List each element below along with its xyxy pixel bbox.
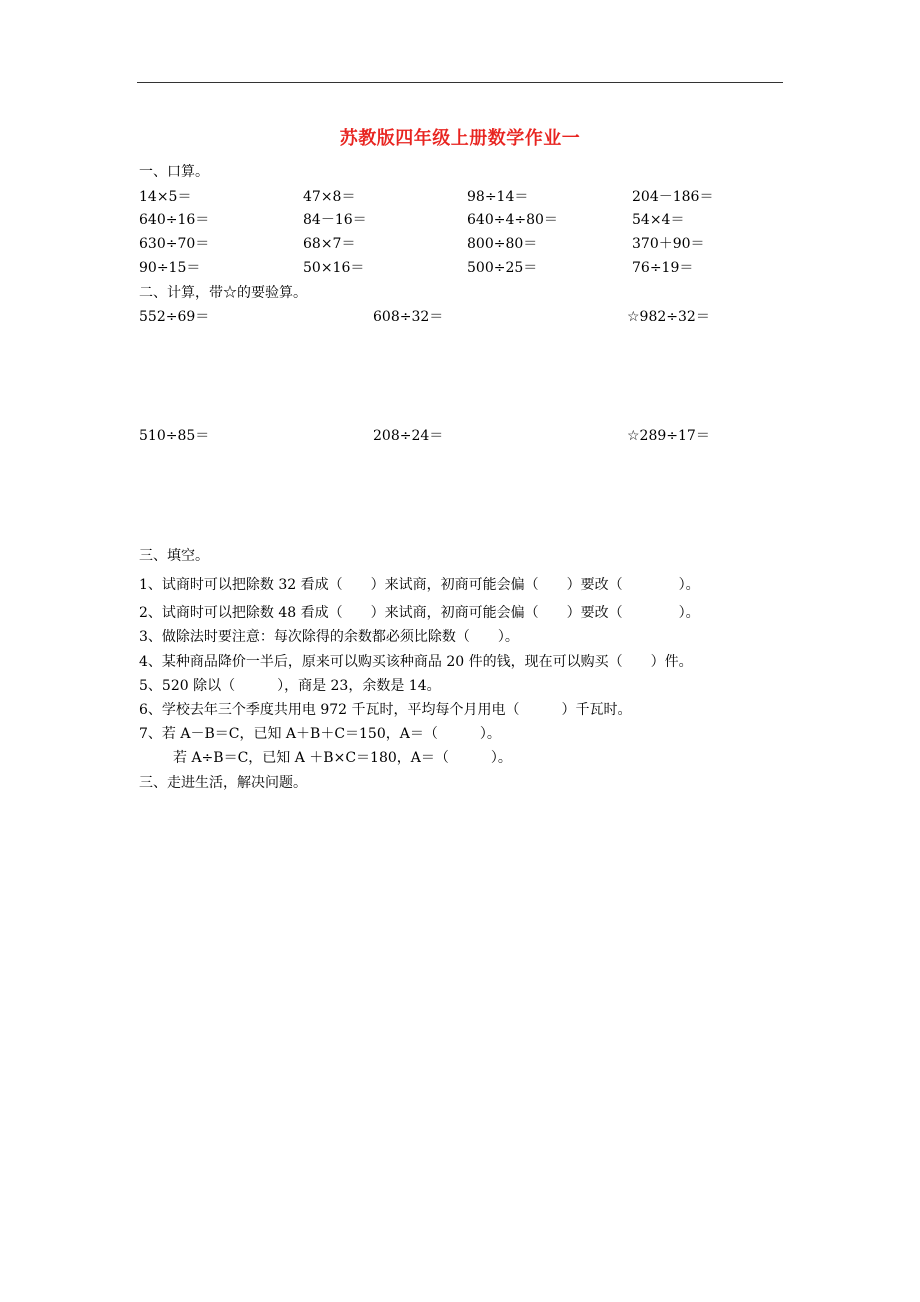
- oral-problem: 47×8＝: [303, 189, 356, 205]
- oral-problem: 68×7＝: [303, 236, 356, 252]
- section-1-heading: 一、口算。: [139, 164, 209, 180]
- oral-problem: 84－16＝: [303, 212, 367, 228]
- fill-blank-item: 5、520 除以（ ），商是 23，余数是 14。: [139, 678, 441, 694]
- oral-problem: 800÷80＝: [467, 236, 538, 252]
- fill-blank-item: 2、试商时可以把除数 48 看成（ ）来试商，初商可能会偏（ ）要改（ ）。: [139, 605, 700, 621]
- section-2-heading: 二、计算，带☆的要验算。: [139, 285, 307, 301]
- section-3-heading: 三、填空。: [139, 548, 209, 564]
- oral-problem: 640÷4÷80＝: [467, 212, 558, 228]
- calc-problem: 208÷24＝: [373, 428, 444, 444]
- oral-problem: 98÷14＝: [467, 189, 529, 205]
- oral-problem: 640÷16＝: [139, 212, 210, 228]
- oral-problem: 500÷25＝: [467, 260, 538, 276]
- oral-problem: 54×4＝: [632, 212, 685, 228]
- calc-problem: 510÷85＝: [139, 428, 210, 444]
- calc-problem: 608÷32＝: [373, 309, 444, 325]
- oral-problem: 76÷19＝: [632, 260, 694, 276]
- oral-problem: 50×16＝: [303, 260, 365, 276]
- header-rule: [137, 82, 783, 83]
- fill-blank-item-continuation: 若 A÷B＝C，已知 A ＋B×C＝180，A＝（ ）。: [173, 750, 512, 766]
- page-title: 苏教版四年级上册数学作业一: [339, 128, 581, 149]
- oral-problem: 90÷15＝: [139, 260, 201, 276]
- fill-blank-item: 1、试商时可以把除数 32 看成（ ）来试商，初商可能会偏（ ）要改（ ）。: [139, 577, 700, 593]
- calc-problem-verify: ☆289÷17＝: [627, 428, 710, 444]
- fill-blank-item: 7、若 A－B＝C，已知 A＋B＋C＝150，A＝（ ）。: [139, 726, 501, 742]
- calc-problem: 552÷69＝: [139, 309, 210, 325]
- fill-blank-item: 4、某种商品降价一半后，原来可以购买该种商品 20 件的钱，现在可以购买（ ）件。: [139, 654, 693, 670]
- oral-problem: 630÷70＝: [139, 236, 210, 252]
- fill-blank-item: 6、学校去年三个季度共用电 972 千瓦时，平均每个月用电（ ）千瓦时。: [139, 702, 632, 718]
- oral-problem: 370＋90＝: [632, 236, 705, 252]
- oral-problem: 14×5＝: [139, 189, 192, 205]
- fill-blank-item: 3、做除法时要注意：每次除得的余数都必须比除数（ ）。: [139, 629, 519, 645]
- calc-problem-verify: ☆982÷32＝: [627, 309, 710, 325]
- oral-problem: 204－186＝: [632, 189, 714, 205]
- section-4-heading: 三、走进生活，解决问题。: [139, 775, 307, 791]
